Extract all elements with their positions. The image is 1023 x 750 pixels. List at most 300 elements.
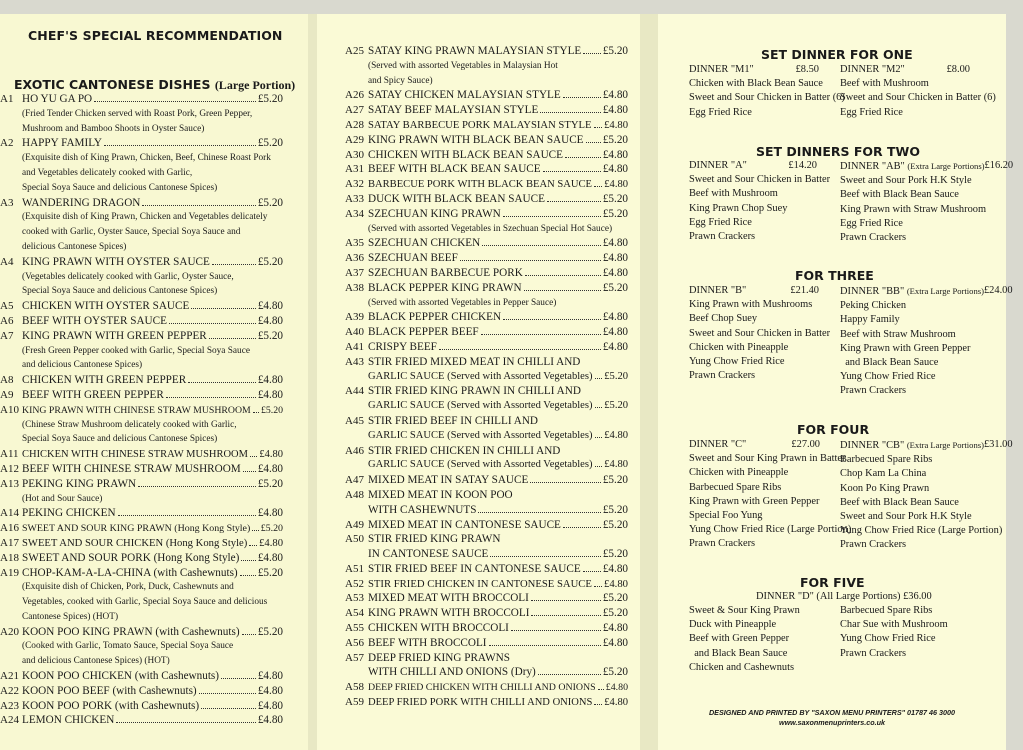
item-number: A31 <box>345 163 364 176</box>
menu-item <box>345 251 628 266</box>
leader-dots <box>116 722 256 723</box>
dish-line: Chicken and Cashewnuts <box>689 661 795 673</box>
dinner-name: DINNER "AB" <box>840 161 905 172</box>
dish-line: Chicken with Pineapple <box>689 467 789 479</box>
item-name: GARLIC SAUCE (Served with Assorted Vegetables) <box>368 429 593 441</box>
credit-line: DESIGNED AND PRINTED BY "SAXON MENU PRINTERS" 01787 46 3000 <box>708 708 956 717</box>
leader-dots <box>595 466 603 467</box>
item-number: A36 <box>345 252 364 265</box>
dish-description: (Vegetables delicately cooked with Garlic, Oyster Sauce, <box>22 271 234 282</box>
menu-item <box>345 236 628 251</box>
dinner-a <box>689 159 831 244</box>
dish-line: Barbecued Spare Ribs <box>840 605 933 616</box>
menu-item <box>345 429 628 444</box>
item-name: CHICKEN WITH CHINESE STRAW MUSHROOM <box>22 449 248 461</box>
dish-line: Prawn Crackers <box>689 231 756 243</box>
item-price: £4.80 <box>602 340 628 353</box>
dish-line: Yung Chow Fried Rice <box>840 633 936 645</box>
item-name: BLACK PEPPER BEEF <box>368 326 479 339</box>
menu-item <box>345 207 628 222</box>
dinner-d-left <box>689 604 829 675</box>
menu-item <box>0 506 283 521</box>
item-price: £4.80 <box>602 311 628 324</box>
set-two-title: SET DINNERS FOR TWO <box>756 144 920 159</box>
leader-dots <box>104 145 256 146</box>
dish-description: (Exquisite dish of King Prawn, Chicken and Vegetables delicately <box>22 212 268 223</box>
item-name: SATAY CHICKEN MALAYSIAN STYLE <box>368 89 561 102</box>
menu-item <box>345 532 628 547</box>
leader-dots <box>490 556 600 557</box>
dish-description: (Cooked with Garlic, Tomato Sauce, Special Soya Sauce <box>22 641 234 652</box>
leader-dots <box>531 615 600 616</box>
item-price: £4.80 <box>602 266 628 279</box>
item-price: £4.80 <box>604 459 628 471</box>
menu-item <box>0 625 283 640</box>
dish-line: Yung Chow Fried Rice (Large Portion) <box>840 525 1003 537</box>
item-price: £5.20 <box>257 477 283 490</box>
dinner-note: (Extra Large Portions) <box>906 440 984 450</box>
item-name: HAPPY FAMILY <box>22 137 102 150</box>
item-price: £4.80 <box>602 104 628 117</box>
item-name: IN CANTONESE SAUCE <box>368 548 489 561</box>
item-price: £4.80 <box>257 714 283 727</box>
dish-line: Beef with Mushroom <box>689 188 778 200</box>
set-three-title: FOR THREE <box>795 268 874 283</box>
item-price: £5.20 <box>602 474 628 487</box>
item-price: £4.80 <box>257 684 283 697</box>
item-number: A33 <box>345 192 364 205</box>
item-name: KOON POO KING PRAWN (with Cashewnuts) <box>22 625 240 638</box>
item-number: A38 <box>345 281 364 294</box>
menu-item <box>345 577 628 592</box>
item-number: A40 <box>345 326 364 339</box>
item-price: £5.20 <box>257 93 283 105</box>
dinner-name: DINNER "B" <box>689 285 747 296</box>
menu-item <box>345 266 628 281</box>
dish-line: Egg Fried Rice <box>689 216 752 228</box>
item-name: SWEET AND SOUR KING PRAWN (Hong Kong Style) <box>22 523 251 535</box>
item-price: £5.20 <box>260 404 283 416</box>
item-name: CHICKEN WITH GREEN PEPPER <box>22 374 187 387</box>
dinner-m1 <box>689 63 845 120</box>
leader-dots <box>563 97 601 98</box>
dinner-name: DINNER "BB" <box>840 286 905 297</box>
menu-item <box>345 547 628 562</box>
item-name: SZECHUAN CHICKEN <box>368 237 481 250</box>
menu-item <box>345 384 628 399</box>
item-price: £4.80 <box>604 697 628 709</box>
leader-dots <box>142 205 255 206</box>
item-number: A10 <box>0 403 19 416</box>
dinner-name: DINNER "M2" <box>840 64 905 75</box>
leader-dots <box>543 171 601 172</box>
dinner-ab <box>840 159 1014 245</box>
item-name: BLACK PEPPER KING PRAWN <box>368 281 522 294</box>
dish-line: Yung Chow Fried Rice <box>840 371 936 383</box>
item-number: A16 <box>0 522 19 535</box>
item-price: £4.80 <box>604 179 628 191</box>
leader-dots <box>598 689 604 690</box>
dish-line: Egg Fried Rice <box>840 106 903 118</box>
item-price: £5.20 <box>257 196 283 209</box>
item-price: £5.20 <box>602 503 628 516</box>
item-number: A12 <box>0 462 19 475</box>
leader-dots <box>240 575 256 576</box>
menu-item <box>345 162 628 177</box>
item-price: £5.20 <box>602 607 628 620</box>
dish-line: Chicken with Black Bean Sauce <box>689 78 823 90</box>
leader-dots <box>118 515 256 516</box>
item-name: BEEF WITH CHINESE STRAW MUSHROOM <box>22 462 241 475</box>
menu-item <box>345 473 628 488</box>
dish-description: (Hot and Sour Sauce) <box>22 493 103 504</box>
dish-description: Special Soya Sauce and delicious Cantonese Spices) <box>22 182 218 193</box>
dinner-price: £31.00 <box>983 439 1013 450</box>
item-name: KING PRAWN WITH BLACK BEAN SAUCE <box>368 133 584 146</box>
item-price: £4.80 <box>602 636 628 649</box>
dinner-c <box>689 438 852 552</box>
item-number: A18 <box>0 551 19 564</box>
dish-line: Prawn Crackers <box>840 232 907 244</box>
item-number: A52 <box>345 577 364 590</box>
leader-dots <box>594 586 602 587</box>
dish-line: Prawn Crackers <box>689 370 756 382</box>
dish-description: (Fried Tender Chicken served with Roast Pork, Green Pepper, <box>22 108 253 119</box>
printer-credit <box>702 708 962 728</box>
item-price: £5.20 <box>257 566 283 579</box>
item-number: A58 <box>345 681 364 694</box>
item-number: A20 <box>0 625 19 638</box>
exotic-title: EXOTIC CANTONESE DISHES <box>14 77 211 92</box>
leader-dots <box>538 674 601 675</box>
dish-description: and Vegetables delicately cooked with Garlic, <box>22 167 193 178</box>
item-price: £4.80 <box>602 326 628 339</box>
dinner-note: (Extra Large Portions) <box>906 286 984 296</box>
item-price: £5.20 <box>602 133 628 146</box>
leader-dots <box>221 678 256 679</box>
item-number: A5 <box>0 300 14 313</box>
dish-line: Beef with Black Bean Sauce <box>840 496 959 508</box>
item-name: STIR FRIED CHICKEN IN CHILLI AND <box>368 444 561 457</box>
dish-line: Barbecued Spare Ribs <box>689 481 782 493</box>
set-four-block <box>689 438 1013 551</box>
item-name: DEEP FRIED CHICKEN WITH CHILLI AND ONIONS <box>368 682 596 694</box>
item-price: £5.20 <box>604 370 628 382</box>
menu-item <box>0 551 283 566</box>
item-price: £4.80 <box>602 148 628 161</box>
item-price: £5.20 <box>602 281 628 294</box>
set-five-block <box>689 590 979 680</box>
item-name: PEKING KING PRAWN <box>22 477 137 490</box>
menu-item <box>345 503 628 518</box>
item-name: MIXED MEAT IN CANTONESE SAUCE <box>368 518 561 531</box>
chef-recommendation-heading: CHEF'S SPECIAL RECOMMENDATION <box>28 28 283 43</box>
leader-dots <box>594 186 602 187</box>
item-number: A1 <box>0 93 14 105</box>
item-name: WITH CASHEWNUTS <box>368 503 477 516</box>
item-name: BEEF WITH BLACK BEAN SAUCE <box>368 163 541 176</box>
dish-line: Sweet and Sour Chicken in Batter (6) <box>840 92 996 104</box>
menu-item <box>345 148 628 163</box>
item-name: CHICKEN WITH BROCCOLI <box>368 622 509 635</box>
item-price: £4.80 <box>604 119 628 131</box>
item-name: CHOP-KAM-A-LA-CHINA (with Cashewnuts) <box>22 566 238 579</box>
item-name: CHICKEN WITH OYSTER SAUCE <box>22 300 190 313</box>
dish-description: (Exquisite dish of Chicken, Pork, Duck, Cashewnuts and <box>22 582 234 593</box>
menu-item <box>0 196 283 211</box>
dish-line: Sweet & Sour King Prawn <box>689 605 800 616</box>
menu-item <box>0 521 283 536</box>
dish-description: (Served with assorted Vegetables in Szechuan Special Hot Sauce) <box>368 223 613 234</box>
item-number: A13 <box>0 477 19 490</box>
menu-item <box>345 488 628 503</box>
item-price: £4.80 <box>257 314 283 327</box>
item-price: £5.20 <box>602 592 628 605</box>
dish-line: and Black Bean Sauce <box>840 357 939 369</box>
item-number: A29 <box>345 133 364 146</box>
item-price: £5.20 <box>602 192 628 205</box>
set-one-title: SET DINNER FOR ONE <box>761 47 913 62</box>
menu-item <box>0 477 283 492</box>
dish-description: and Spicy Sauce) <box>368 75 433 86</box>
item-name: WANDERING DRAGON <box>22 196 141 209</box>
item-name: KING PRAWN WITH GREEN PEPPER <box>22 329 207 342</box>
dish-line: Special Foo Yung <box>689 510 763 522</box>
set-two-block <box>689 159 1014 249</box>
item-price: £5.20 <box>257 255 283 268</box>
item-number: A49 <box>345 518 364 531</box>
item-number: A7 <box>0 329 14 342</box>
dish-line: Prawn Crackers <box>840 539 907 551</box>
item-name: KOON POO PORK (with Cashewnuts) <box>22 699 200 712</box>
menu-item <box>0 566 283 581</box>
menu-item <box>345 103 628 118</box>
dinner-price: £16.20 <box>984 160 1014 171</box>
set-four-title: FOR FOUR <box>797 422 870 437</box>
item-number: A44 <box>345 385 364 398</box>
leader-dots <box>169 323 256 324</box>
dinner-price: £21.40 <box>790 285 819 296</box>
dish-description: Vegetables, cooked with Garlic, Special Soya Sauce and delicious <box>22 597 268 608</box>
leader-dots <box>594 127 603 128</box>
menu-item <box>0 92 283 107</box>
menu-item <box>0 329 283 344</box>
menu-item <box>345 444 628 459</box>
menu-item <box>345 651 628 666</box>
dinner-name: DINNER "M1" <box>689 64 754 75</box>
item-name: SATAY BARBECUE PORK MALAYSIAN STYLE <box>368 119 592 131</box>
dish-description: delicious Cantonese Spices) <box>22 241 127 252</box>
menu-item <box>345 355 628 370</box>
item-number: A14 <box>0 507 19 520</box>
leader-dots <box>250 456 257 457</box>
item-number: A39 <box>345 311 364 324</box>
item-number: A26 <box>345 89 364 102</box>
leader-dots <box>241 560 255 561</box>
item-number: A34 <box>345 207 364 220</box>
item-name: SATAY KING PRAWN MALAYSIAN STYLE <box>368 45 582 57</box>
menu-item <box>0 462 283 477</box>
item-price: £4.80 <box>602 237 628 250</box>
item-number: A50 <box>345 533 364 546</box>
item-price: £5.20 <box>260 523 283 535</box>
dish-line: Sweet and Sour Pork H.K Style <box>840 511 972 523</box>
dinner-b <box>689 284 831 383</box>
item-number: A51 <box>345 562 364 575</box>
item-name: SZECHUAN BEEF <box>368 252 458 265</box>
item-price: £5.20 <box>602 45 628 57</box>
dish-description: (Chinese Straw Mushroom delicately cooked with Garlic, <box>22 419 237 430</box>
menu-item <box>345 518 628 533</box>
item-name: LEMON CHICKEN <box>22 714 115 727</box>
leader-dots <box>478 512 600 513</box>
dish-line: Sweet and Sour King Prawn in Batter <box>689 453 846 465</box>
dinner-price: £14.20 <box>788 160 817 171</box>
dinner-d-right <box>840 604 970 661</box>
menu-item <box>0 136 283 151</box>
menu-item <box>345 88 628 103</box>
item-number: A56 <box>345 636 364 649</box>
item-name: SZECHUAN KING PRAWN <box>368 207 501 220</box>
menu-item <box>345 665 628 680</box>
menu-item <box>0 373 283 388</box>
item-name: CRISPY BEEF <box>368 340 437 353</box>
item-name: KING PRAWN WITH BROCCOLI <box>368 607 530 620</box>
leader-dots <box>583 571 601 572</box>
item-number: A48 <box>345 488 364 501</box>
dish-line: King Prawn with Green Pepper <box>689 495 820 507</box>
leader-dots <box>209 338 256 339</box>
dish-line: Prawn Crackers <box>689 538 756 550</box>
menu-item <box>345 177 628 192</box>
item-price: £5.20 <box>602 666 628 679</box>
dish-line: King Prawn Chop Suey <box>689 202 788 214</box>
item-name: SATAY BEEF MALAYSIAN STYLE <box>368 104 539 117</box>
item-price: £4.80 <box>259 449 283 461</box>
item-price: £5.20 <box>257 329 283 342</box>
menu-item <box>0 713 283 728</box>
item-number: A59 <box>345 696 364 709</box>
menu-item <box>0 684 283 699</box>
item-name: STIR FRIED CHICKEN IN CANTONESE SAUCE <box>368 577 592 590</box>
item-number: A55 <box>345 622 364 635</box>
leader-dots <box>212 264 256 265</box>
dish-line: Sweet and Sour Chicken in Batter <box>689 327 831 339</box>
dish-line: King Prawn with Straw Mushroom <box>840 203 987 215</box>
dish-line: Yung Chow Fried Rice (Large Portion) <box>689 524 852 536</box>
item-price: £5.20 <box>257 625 283 638</box>
dinner-d-header: DINNER "D" (All Large Portions) £36.00 <box>756 591 932 602</box>
item-name: STIR FRIED BEEF IN CANTONESE SAUCE <box>368 562 581 575</box>
dish-line: Egg Fried Rice <box>689 106 752 118</box>
menu-item <box>345 621 628 636</box>
menu-item <box>345 325 628 340</box>
menu-item <box>345 591 628 606</box>
item-name: BEEF WITH BROCCOLI <box>368 636 487 649</box>
menu-item <box>345 281 628 296</box>
leader-dots <box>583 53 601 54</box>
dish-line: Sweet and Sour Pork H.K Style <box>840 175 972 187</box>
dish-description: and delicious Cantonese Spices) <box>22 360 143 371</box>
item-name: SZECHUAN BARBECUE PORK <box>368 266 523 279</box>
menu-item <box>0 403 283 418</box>
menu-item <box>345 458 628 473</box>
item-number: A41 <box>345 340 364 353</box>
item-number: A8 <box>0 374 14 387</box>
set-one-block <box>689 63 996 123</box>
dish-line: and Black Bean Sauce <box>689 647 788 659</box>
menu-item <box>0 255 283 270</box>
dinner-name: DINNER "A" <box>689 160 747 171</box>
item-number: A17 <box>0 536 19 549</box>
item-number: A6 <box>0 314 14 327</box>
dish-line: Yung Chow Fried Rice <box>689 356 785 368</box>
item-number: A25 <box>345 45 364 57</box>
item-number: A24 <box>0 714 19 727</box>
menu-item <box>0 536 283 551</box>
dinner-m2 <box>840 63 996 120</box>
dinner-cb <box>840 438 1013 553</box>
leader-dots <box>191 308 256 309</box>
dinner-name: DINNER "C" <box>689 439 747 450</box>
leader-dots <box>252 530 258 531</box>
item-price: £4.80 <box>257 507 283 520</box>
dish-description: (Served with assorted Vegetables in Malaysian Hot <box>368 60 558 71</box>
item-name: BLACK PEPPER CHICKEN <box>368 311 502 324</box>
menu-item <box>0 299 283 314</box>
item-name: GARLIC SAUCE (Served with Assorted Vegetables) <box>368 370 593 382</box>
dinner-price: £24.00 <box>983 285 1013 296</box>
item-name: KOON POO BEEF (with Cashewnuts) <box>22 684 197 697</box>
menu-item <box>345 370 628 385</box>
item-number: A27 <box>345 104 364 117</box>
item-name: KING PRAWN WITH OYSTER SAUCE <box>22 255 210 268</box>
leader-dots <box>439 349 601 350</box>
item-number: A45 <box>345 414 364 427</box>
item-name: STIR FRIED MIXED MEAT IN CHILLI AND <box>368 355 581 368</box>
item-name: WITH CHILLI AND ONIONS (Dry) <box>368 666 536 679</box>
menu-item <box>345 310 628 325</box>
dinner-note: (Extra Large Portions) <box>907 161 985 171</box>
leader-dots <box>489 645 601 646</box>
item-name: KOON POO CHICKEN (with Cashewnuts) <box>22 670 220 683</box>
leader-dots <box>563 527 601 528</box>
leader-dots <box>503 319 601 320</box>
dish-line: Prawn Crackers <box>840 385 907 397</box>
leader-dots <box>503 216 601 217</box>
dish-description: cooked with Garlic, Oyster Sauce, Special Soya Sauce and <box>22 227 241 238</box>
item-price: £4.80 <box>257 300 283 313</box>
item-name: DUCK WITH BLACK BEAN SAUCE <box>368 192 545 205</box>
menu-item <box>0 669 283 684</box>
dish-line: Chicken with Pineapple <box>689 341 789 353</box>
item-number: A21 <box>0 670 19 683</box>
leader-dots <box>547 201 601 202</box>
dish-line: Sweet and Sour Chicken in Batter <box>689 174 831 186</box>
dish-description: Cantonese Spices) (HOT) <box>22 611 119 622</box>
item-name: MIXED MEAT IN SATAY SAUCE <box>368 474 529 487</box>
dish-line: Beef Chop Suey <box>689 313 758 325</box>
item-price: £4.80 <box>257 388 283 401</box>
fold-shadow <box>308 14 317 750</box>
dinner-price: £8.50 <box>795 64 819 75</box>
item-price: £4.80 <box>605 682 628 694</box>
leader-dots <box>460 260 601 261</box>
item-price: £4.80 <box>602 622 628 635</box>
menu-item <box>345 636 628 651</box>
leader-dots <box>586 142 601 143</box>
leader-dots <box>594 704 602 705</box>
